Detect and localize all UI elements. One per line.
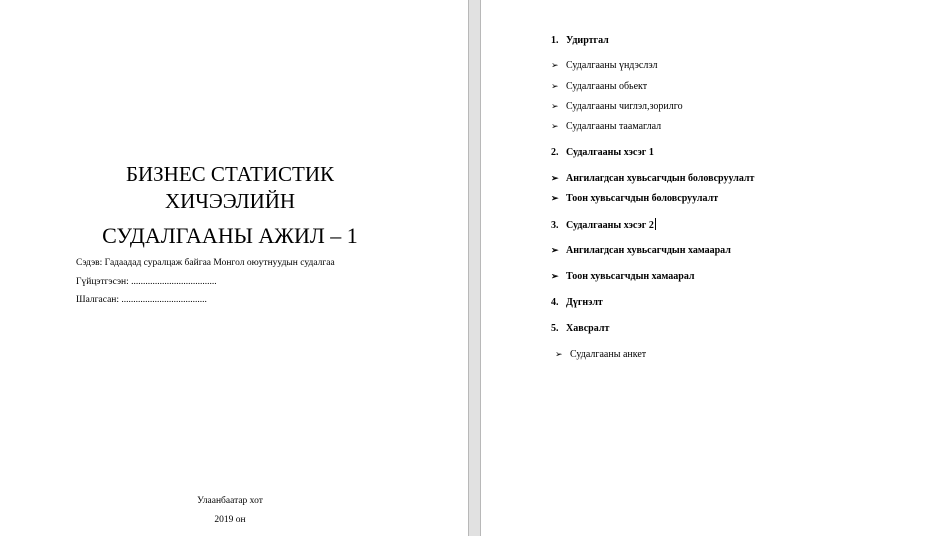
toc-label: Судалгааны таамаглал bbox=[566, 121, 662, 132]
arrow-bullet-icon: ➢ bbox=[551, 101, 559, 111]
toc-bullet bbox=[551, 120, 661, 133]
arrow-bullet-icon: ➢ bbox=[551, 173, 559, 183]
topic-line: Сэдэв: Гадаадад суралцаж байгаа Монгол оюутнуудын судалгаа bbox=[76, 258, 335, 268]
cover-title-line-2: ХИЧЭЭЛИЙН bbox=[164, 189, 296, 213]
list-number: 3. bbox=[551, 220, 559, 231]
page-gap bbox=[468, 0, 481, 536]
toc-label: Дүгнэлт bbox=[566, 297, 603, 308]
toc-bullet bbox=[551, 192, 718, 205]
toc-heading-3 bbox=[551, 218, 656, 232]
cover-title-line-3: СУДАЛГААНЫ АЖИЛ – 1 bbox=[102, 223, 358, 248]
arrow-bullet-icon: ➢ bbox=[551, 193, 559, 203]
cover-page[interactable] bbox=[0, 0, 468, 536]
toc-bullet bbox=[551, 270, 695, 283]
year-line: 2019 он bbox=[214, 515, 246, 525]
city-line: Улаанбаатар хот bbox=[197, 496, 263, 506]
toc-bullet bbox=[555, 348, 646, 361]
toc-label: Ангилагдсан хувьсагчдын боловсруулалт bbox=[566, 173, 755, 184]
toc-bullet bbox=[551, 100, 683, 113]
arrow-bullet-icon: ➢ bbox=[551, 271, 559, 281]
toc-label: Судалгааны хэсэг 1 bbox=[566, 147, 654, 158]
arrow-bullet-icon: ➢ bbox=[551, 81, 559, 91]
toc-label: Судалгааны анкет bbox=[570, 349, 647, 360]
list-number: 2. bbox=[551, 147, 559, 158]
performed-by-line: Гүйцэтгэсэн: .................................... bbox=[76, 277, 217, 287]
cover-title-line-1: БИЗНЕС СТАТИСТИК bbox=[125, 162, 335, 186]
toc-bullet bbox=[551, 244, 731, 257]
arrow-bullet-icon: ➢ bbox=[551, 121, 559, 131]
checked-by-line: Шалгасан: .................................... bbox=[76, 295, 207, 305]
toc-label: Судалгааны үндэслэл bbox=[566, 60, 658, 71]
toc-heading-4 bbox=[551, 296, 603, 309]
toc-heading-1 bbox=[551, 34, 609, 47]
toc-bullet bbox=[551, 172, 754, 185]
toc-heading-2 bbox=[551, 146, 654, 159]
toc-bullet bbox=[551, 80, 647, 93]
arrow-bullet-icon: ➢ bbox=[551, 245, 559, 255]
list-number: 1. bbox=[551, 35, 559, 46]
text-cursor bbox=[655, 218, 656, 230]
toc-label: Судалгааны обьект bbox=[566, 81, 648, 92]
list-number: 4. bbox=[551, 297, 559, 308]
toc-label: Тоон хувьсагчдын хамаарал bbox=[566, 271, 695, 282]
toc-heading-5 bbox=[551, 322, 609, 335]
arrow-bullet-icon: ➢ bbox=[555, 349, 563, 359]
toc-bullet bbox=[551, 59, 657, 72]
toc-label: Судалгааны хэсэг 2 bbox=[566, 220, 654, 231]
toc-label: Хавсралт bbox=[566, 323, 610, 334]
toc-label: Удиртгал bbox=[566, 35, 609, 46]
list-number: 5. bbox=[551, 323, 559, 334]
toc-label: Тоон хувьсагчдын боловсруулалт bbox=[566, 193, 719, 204]
toc-label: Судалгааны чиглэл,зорилго bbox=[566, 101, 683, 112]
toc-label: Ангилагдсан хувьсагчдын хамаарал bbox=[566, 245, 731, 256]
arrow-bullet-icon: ➢ bbox=[551, 60, 559, 70]
